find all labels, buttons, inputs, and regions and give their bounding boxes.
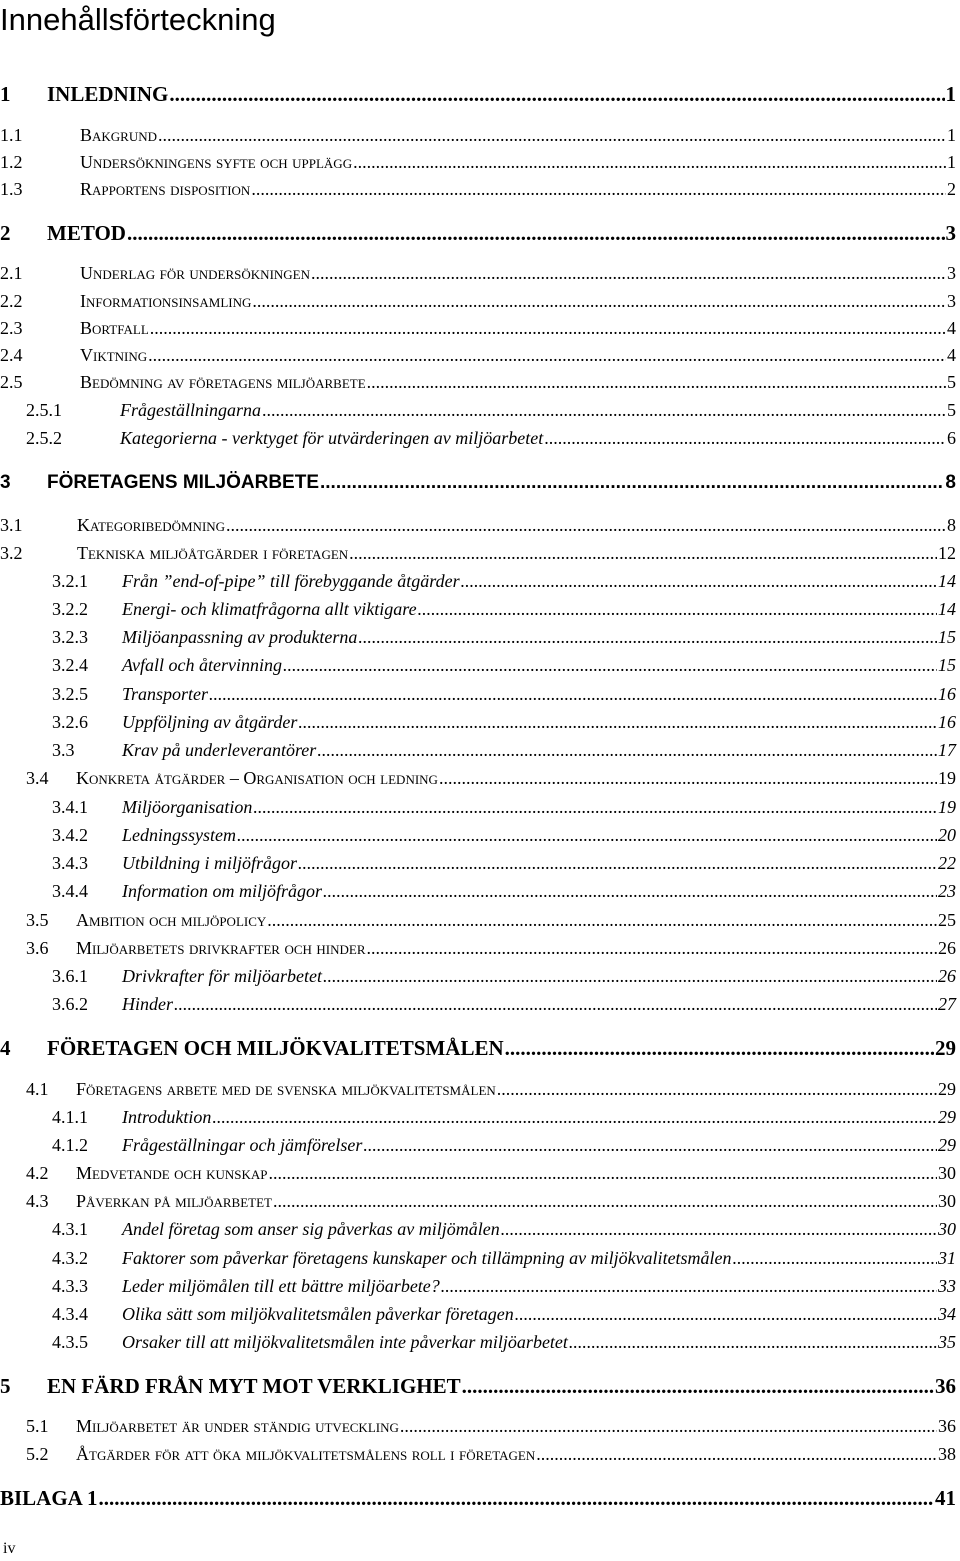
- toc-entry-4-3-5[interactable]: [0, 1332, 956, 1353]
- toc-entry-title: Transporter: [122, 684, 209, 704]
- toc-entry-title: Orsaker till att miljökvalitetsmålen inte påverkar miljöarbetet: [122, 1332, 568, 1352]
- dot-leader: [237, 825, 937, 846]
- toc-entry-4-3-4[interactable]: [0, 1304, 956, 1325]
- toc-entry-title: Kategoribedömning: [77, 515, 226, 535]
- toc-entry-title: Energi- och klimatfrågorna allt viktigare: [122, 599, 417, 619]
- dot-leader: [212, 1107, 937, 1128]
- toc-entry-number: 1.2: [0, 152, 23, 172]
- toc-entry-title: Avfall och återvinning: [122, 655, 282, 675]
- dot-leader: [169, 82, 944, 107]
- toc-entry-title: Ambition och miljöpolicy: [76, 910, 267, 930]
- toc-entry-title: BILAGA 1: [0, 1486, 98, 1510]
- toc-entry-number: 4.3.4: [52, 1304, 88, 1324]
- toc-entry-title: Miljöorganisation: [122, 797, 253, 817]
- dot-leader: [544, 428, 946, 449]
- toc-entry-page: 36: [935, 1374, 956, 1398]
- toc-entry-title: Medvetande och kunskap: [76, 1163, 268, 1183]
- dot-leader: [158, 125, 946, 146]
- toc-entry-page: 1: [947, 125, 956, 145]
- toc-entry-title: FÖRETAGEN OCH MILJÖKVALITETSMÅLEN: [47, 1036, 504, 1060]
- toc-entry-title: Företagens arbete med de svenska miljökvalitetsmålen: [76, 1079, 496, 1099]
- toc-entry-number: 4.3.5: [52, 1332, 88, 1352]
- toc-entry-4-3-1[interactable]: [0, 1219, 956, 1240]
- toc-entry-number: 3.2.5: [52, 684, 88, 704]
- toc-entry-number: 4.3.3: [52, 1276, 88, 1296]
- dot-leader: [441, 1276, 937, 1297]
- dot-leader: [400, 1416, 937, 1437]
- toc-entry-title: Information om miljöfrågor: [122, 881, 323, 901]
- toc-entry-title: Ledningssystem: [122, 825, 236, 845]
- toc-entry-number: 2.5.1: [26, 400, 62, 420]
- toc-entry-3-6[interactable]: [0, 938, 956, 959]
- toc-entry-page: 8: [945, 472, 956, 493]
- toc-entry-page: 30: [938, 1219, 956, 1239]
- dot-leader: [298, 853, 937, 874]
- toc-entry-page: 5: [947, 372, 956, 392]
- dot-leader: [418, 599, 937, 620]
- dot-leader: [311, 263, 946, 284]
- toc-entry-page: 8: [947, 515, 956, 535]
- toc-entry-title: Kategorierna - verktyget för utvärderingen av miljöarbetet: [120, 428, 544, 448]
- toc-entry-number: 3.4.3: [52, 853, 88, 873]
- toc-entry-3-2-4[interactable]: [0, 655, 956, 676]
- toc-entry-title: Frågeställningarna: [120, 400, 262, 420]
- dot-leader: [501, 1219, 937, 1240]
- toc-entry-number: 3.6.1: [52, 966, 88, 986]
- toc-entry-4-2[interactable]: [0, 1163, 956, 1184]
- dot-leader: [367, 372, 946, 393]
- dot-leader: [358, 627, 937, 648]
- toc-entry-title: Miljöanpassning av produkterna: [122, 627, 358, 647]
- dot-leader: [148, 345, 946, 366]
- toc-entry-page: 3: [947, 291, 956, 311]
- toc-entry-number: 4.1.2: [52, 1135, 88, 1155]
- toc-entry-number: 3.4.1: [52, 797, 88, 817]
- dot-leader: [323, 966, 937, 987]
- toc-entry-number: 3.4.2: [52, 825, 88, 845]
- toc-entry-title: Utbildning i miljöfrågor: [122, 853, 298, 873]
- toc-entry-number: 1.1: [0, 125, 23, 145]
- toc-entry-number: 3.2.3: [52, 627, 88, 647]
- dot-leader: [226, 515, 946, 536]
- toc-entry-3-4-4[interactable]: [0, 881, 956, 902]
- toc-entry-title: Miljöarbetets drivkrafter och hinder: [76, 938, 366, 958]
- toc-entry-3-2[interactable]: [0, 543, 956, 564]
- toc-entry-page: 3: [947, 263, 956, 283]
- toc-entry-number: 4.1.1: [52, 1107, 88, 1127]
- toc-entry-4-3-2[interactable]: [0, 1248, 956, 1269]
- toc-entry-title: Frågeställningar och jämförelser: [122, 1135, 363, 1155]
- toc-entry-title: Olika sätt som miljökvalitetsmålen påverkar företagen: [122, 1304, 514, 1324]
- toc-entry-number: 4: [0, 1036, 11, 1060]
- toc-entry-title: EN FÄRD FRÅN MYT MOT VERKLIGHET: [47, 1374, 461, 1398]
- toc-entry-4-3-3[interactable]: [0, 1276, 956, 1297]
- toc-entry-page: 38: [938, 1444, 956, 1464]
- dot-leader: [462, 1374, 934, 1399]
- toc-entry-number: 5.1: [26, 1416, 49, 1436]
- toc-entry-number: 3.4: [26, 768, 49, 788]
- toc-entry-number: 2.5.2: [26, 428, 62, 448]
- toc-entry-2-1[interactable]: [0, 263, 956, 284]
- toc-entry-title: Bortfall: [80, 318, 149, 338]
- dot-leader: [317, 740, 937, 761]
- toc-entry-3-2-6[interactable]: [0, 712, 956, 733]
- toc-entry-number: 3.4.4: [52, 881, 88, 901]
- toc-entry-title: Faktorer som påverkar företagens kunskaper och tillämpning av miljökvalitetsmålen: [122, 1248, 732, 1268]
- toc-entry-page: 29: [938, 1107, 956, 1127]
- dot-leader: [505, 1036, 934, 1061]
- dot-leader: [150, 318, 946, 339]
- toc-entry-2-5-2[interactable]: [0, 428, 956, 449]
- toc-entry-3-1[interactable]: [0, 515, 956, 536]
- toc-entry-number: 4.3: [26, 1191, 49, 1211]
- toc-entry-page: 16: [938, 684, 956, 704]
- toc-entry-3-6-1[interactable]: [0, 966, 956, 987]
- toc-entry-4[interactable]: [0, 1036, 956, 1061]
- toc-entry-number: 2.5: [0, 372, 23, 392]
- toc-entry-page: 34: [938, 1304, 956, 1324]
- toc-entry-number: 2.3: [0, 318, 23, 338]
- toc-entry-page: 19: [938, 797, 956, 817]
- toc-entry-page: 30: [938, 1163, 956, 1183]
- toc-entry-3[interactable]: [0, 472, 956, 494]
- dot-leader: [367, 938, 937, 959]
- toc-entry-number: 3.2.1: [52, 571, 88, 591]
- toc-entry-title: Drivkrafter för miljöarbetet: [122, 966, 322, 986]
- toc-entry-title: Miljöarbetet är under ständig utveckling: [76, 1416, 399, 1436]
- toc-entry-title: Bedömning av företagens miljöarbete: [80, 372, 366, 392]
- toc-entry-page: 27: [938, 994, 956, 1014]
- toc-entry-title: Introduktion: [122, 1107, 212, 1127]
- toc-entry-5[interactable]: [0, 1374, 956, 1399]
- toc-entry-number: 1.3: [0, 179, 23, 199]
- toc-entry-number: 1: [0, 82, 11, 106]
- toc-entry-title: Rapportens disposition: [80, 179, 251, 199]
- toc-entry-title: Konkreta åtgärder – Organisation och ledning: [76, 768, 438, 788]
- toc-entry-number: 3.6: [26, 938, 49, 958]
- toc-entry-page: 14: [938, 571, 956, 591]
- toc-entry-page: 22: [938, 853, 956, 873]
- toc-entry-page: 1: [945, 82, 956, 106]
- dot-leader: [349, 543, 937, 564]
- toc-entry-page: 23: [938, 881, 956, 901]
- toc-entry-2-5[interactable]: [0, 372, 956, 393]
- toc-entry-title: Bakgrund: [80, 125, 158, 145]
- toc-entry-title: Informationsinsamling: [80, 291, 252, 311]
- dot-leader: [98, 1486, 934, 1511]
- toc-entry-title: FÖRETAGENS MILJÖARBETE: [47, 472, 319, 493]
- toc-entry-page: 31: [938, 1248, 956, 1268]
- dot-leader: [174, 994, 937, 1015]
- dot-leader: [252, 291, 946, 312]
- toc-entry-3-5[interactable]: [0, 910, 956, 931]
- toc-entry-1[interactable]: [0, 82, 956, 107]
- toc-entry-4-1-1[interactable]: [0, 1107, 956, 1128]
- toc-entry-page: 15: [938, 627, 956, 647]
- dot-leader: [267, 910, 937, 931]
- toc-entry-number: 3: [0, 472, 11, 493]
- toc-entry-bilaga-1[interactable]: [0, 1486, 956, 1511]
- toc-entry-page: 41: [935, 1486, 956, 1510]
- toc-entry-5-1[interactable]: [0, 1416, 956, 1437]
- dot-leader: [733, 1248, 937, 1269]
- dot-leader: [262, 400, 946, 421]
- toc-entry-title: Krav på underleverantörer: [122, 740, 317, 760]
- toc-entry-title: METOD: [47, 221, 126, 245]
- toc-entry-page: 1: [947, 152, 956, 172]
- toc-entry-number: 3.2.6: [52, 712, 88, 732]
- toc-entry-number: 3.5: [26, 910, 49, 930]
- toc-entry-title: INLEDNING: [47, 82, 169, 106]
- toc-entry-page: 5: [947, 400, 956, 420]
- dot-leader: [127, 221, 945, 246]
- toc-entry-3-4[interactable]: [0, 768, 956, 789]
- toc-entry-4-1-2[interactable]: [0, 1135, 956, 1156]
- toc-entry-page: 26: [938, 938, 956, 958]
- toc-entry-5-2[interactable]: [0, 1444, 956, 1465]
- toc-entry-page: 30: [938, 1191, 956, 1211]
- toc-entry-title: Viktning: [80, 345, 148, 365]
- dot-leader: [363, 1135, 937, 1156]
- toc-entry-2-4[interactable]: [0, 345, 956, 366]
- toc-entry-page: 20: [938, 825, 956, 845]
- toc-entry-title: Tekniska miljöåtgärder i företagen: [77, 543, 349, 563]
- toc-entry-number: 5.2: [26, 1444, 49, 1464]
- toc-entry-3-3[interactable]: [0, 740, 956, 761]
- toc-entry-3-2-3[interactable]: [0, 627, 956, 648]
- dot-leader: [497, 1079, 937, 1100]
- toc-entry-page: 2: [947, 179, 956, 199]
- dot-leader: [569, 1332, 937, 1353]
- toc-entry-page: 35: [938, 1332, 956, 1352]
- toc-entry-page: 6: [947, 428, 956, 448]
- toc-entry-3-2-5[interactable]: [0, 684, 956, 705]
- toc-entry-page: 3: [945, 221, 956, 245]
- toc-entry-title: Underlag för undersökningen: [80, 263, 310, 283]
- toc-entry-1-3[interactable]: [0, 179, 956, 200]
- toc-entry-number: 2: [0, 221, 11, 245]
- toc-entry-3-4-3[interactable]: [0, 853, 956, 874]
- dot-leader: [536, 1444, 937, 1465]
- toc-entry-page: 12: [938, 543, 956, 563]
- toc-entry-page: 16: [938, 712, 956, 732]
- toc-entry-number: 2.2: [0, 291, 23, 311]
- toc-entry-number: 5: [0, 1374, 11, 1398]
- toc-entry-number: 2.1: [0, 263, 23, 283]
- toc-entry-number: 3.3: [52, 740, 75, 760]
- page-number: iv: [3, 1540, 16, 1557]
- toc-entry-title: Uppföljning av åtgärder: [122, 712, 298, 732]
- toc-entry-number: 3.2.2: [52, 599, 88, 619]
- toc-entry-number: 2.4: [0, 345, 23, 365]
- toc-entry-number: 4.1: [26, 1079, 49, 1099]
- dot-leader: [461, 571, 937, 592]
- dot-leader: [209, 684, 937, 705]
- dot-leader: [273, 1191, 937, 1212]
- toc-entry-page: 17: [938, 740, 956, 760]
- toc-entry-number: 4.3.2: [52, 1248, 88, 1268]
- toc-entry-page: 26: [938, 966, 956, 986]
- toc-entry-3-6-2[interactable]: [0, 994, 956, 1015]
- toc-entry-page: 4: [947, 345, 956, 365]
- toc-entry-4-3[interactable]: [0, 1191, 956, 1212]
- toc-entry-4-1[interactable]: [0, 1079, 956, 1100]
- toc-entry-page: 25: [938, 910, 956, 930]
- toc-entry-title: Leder miljömålen till ett bättre miljöarbete?: [122, 1276, 440, 1296]
- dot-leader: [439, 768, 937, 789]
- toc-entry-2-2[interactable]: [0, 291, 956, 312]
- dot-leader: [283, 655, 937, 676]
- toc-entry-title: Hinder: [122, 994, 173, 1014]
- toc-entry-page: 19: [938, 768, 956, 788]
- toc-entry-page: 36: [938, 1416, 956, 1436]
- dot-leader: [320, 472, 944, 494]
- toc-entry-page: 33: [938, 1276, 956, 1296]
- dot-leader: [269, 1163, 937, 1184]
- toc-entry-2[interactable]: [0, 221, 956, 246]
- toc-entry-number: 3.2.4: [52, 655, 88, 675]
- toc-entry-number: 4.2: [26, 1163, 49, 1183]
- toc-entry-1-1[interactable]: [0, 125, 956, 146]
- toc-entry-title: Påverkan på miljöarbetet: [76, 1191, 272, 1211]
- page-title: Innehållsförteckning: [0, 2, 276, 37]
- toc-entry-title: Åtgärder för att öka miljökvalitetsmålens roll i företagen: [76, 1444, 536, 1464]
- dot-leader: [253, 797, 937, 818]
- toc-entry-number: 3.2: [0, 543, 23, 563]
- toc-entry-page: 29: [938, 1079, 956, 1099]
- dot-leader: [323, 881, 937, 902]
- toc-entry-2-5-1[interactable]: [0, 400, 956, 421]
- toc-entry-page: 29: [935, 1036, 956, 1060]
- dot-leader: [298, 712, 937, 733]
- toc-entry-2-3[interactable]: [0, 318, 956, 339]
- toc-entry-3-2-1[interactable]: [0, 571, 956, 592]
- dot-leader: [515, 1304, 937, 1325]
- toc-entry-page: 15: [938, 655, 956, 675]
- toc-entry-3-4-2[interactable]: [0, 825, 956, 846]
- toc-entry-title: Andel företag som anser sig påverkas av miljömålen: [122, 1219, 500, 1239]
- dot-leader: [353, 152, 946, 173]
- toc-entry-number: 3.6.2: [52, 994, 88, 1014]
- toc-entry-title: Från ”end-of-pipe” till förebyggande åtgärder: [122, 571, 460, 591]
- toc-entry-page: 29: [938, 1135, 956, 1155]
- toc-entry-3-4-1[interactable]: [0, 797, 956, 818]
- toc-entry-page: 4: [947, 318, 956, 338]
- toc-entry-page: 14: [938, 599, 956, 619]
- toc-entry-title: Undersökningens syfte och upplägg: [80, 152, 353, 172]
- toc-entry-number: 4.3.1: [52, 1219, 88, 1239]
- toc-entry-number: 3.1: [0, 515, 23, 535]
- toc-entry-3-2-2[interactable]: [0, 599, 956, 620]
- toc-entry-1-2[interactable]: [0, 152, 956, 173]
- dot-leader: [251, 179, 946, 200]
